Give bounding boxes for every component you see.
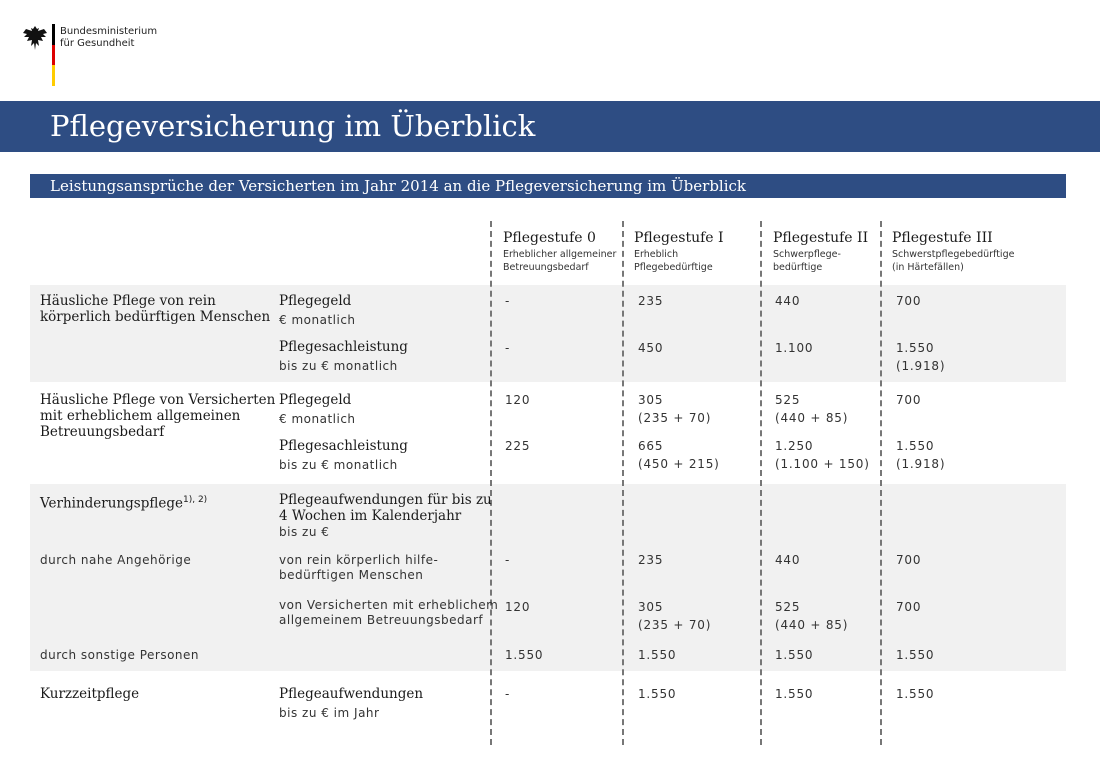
cell-value: 120 xyxy=(505,393,531,407)
footnote-marker: 1), 2) xyxy=(182,495,208,505)
cell-value: 1.100 xyxy=(775,341,814,355)
cell-value: - xyxy=(505,341,511,355)
column-separator xyxy=(880,221,882,745)
row-label-pflegegeld: Pflegegeld xyxy=(279,392,352,408)
cell-value: 525 xyxy=(775,393,801,407)
federal-eagle-icon xyxy=(22,24,48,52)
cell-value: 1.550 xyxy=(775,687,814,701)
cell-value: 450 xyxy=(638,341,664,355)
row-label-haeusliche-koerperlich-l2: körperlich bedürftigen Menschen xyxy=(40,309,271,325)
row-unit: bis zu € monatlich xyxy=(279,458,398,472)
column-sub-stufe-1-l1: Erheblich xyxy=(634,249,679,260)
cell-value: 1.550 xyxy=(896,648,935,662)
column-header-stufe-1: Pflegestufe I xyxy=(634,230,724,246)
column-sub-stufe-1-l2: Pflegebedürftige xyxy=(634,262,713,273)
row-label-pflegesachleistung: Pflegesachleistung xyxy=(279,339,408,355)
cell-value: 440 xyxy=(775,553,801,567)
row-unit: bis zu € im Jahr xyxy=(279,706,380,720)
cell-value: 1.550 xyxy=(896,439,935,453)
ministry-name-line2: für Gesundheit xyxy=(60,38,135,49)
row-unit: € monatlich xyxy=(279,313,356,327)
column-sub-stufe-3-l2: (in Härtefällen) xyxy=(892,262,964,273)
table-subtitle: Leistungsansprüche der Versicherten im Jahr 2014 an die Pflegeversicherung im Überblick xyxy=(50,177,747,195)
row-desc-betreuung-l2: allgemeinem Betreuungsbedarf xyxy=(279,613,484,627)
cell-value: 700 xyxy=(896,553,922,567)
verhinderungspflege-text: Verhinderungspflege xyxy=(40,495,183,512)
row-label-kurzzeitpflege: Kurzzeitpflege xyxy=(40,686,140,702)
row-desc-verhinderung-l2: 4 Wochen im Kalenderjahr xyxy=(279,508,462,524)
row-label-haeusliche-betreuung-l3: Betreuungsbedarf xyxy=(40,424,165,440)
german-flag-stripe xyxy=(52,24,55,86)
cell-value: 1.250 xyxy=(775,439,814,453)
row-desc-kurzzeit: Pflegeaufwendungen xyxy=(279,686,424,702)
cell-value: - xyxy=(505,553,511,567)
band-verhinderungspflege xyxy=(30,484,1066,671)
cell-value-extra: (440 + 85) xyxy=(775,411,849,425)
row-label-haeusliche-betreuung-l1: Häusliche Pflege von Versicherten xyxy=(40,392,276,408)
cell-value: 225 xyxy=(505,439,531,453)
column-sub-stufe-0-l1: Erheblicher allgemeiner xyxy=(503,249,617,260)
cell-value: 665 xyxy=(638,439,664,453)
column-separator xyxy=(490,221,492,745)
cell-value-extra: (1.918) xyxy=(896,359,946,373)
row-desc-koerperlich-l1: von rein körperlich hilfe- xyxy=(279,553,439,567)
row-desc-koerperlich-l2: bedürftigen Menschen xyxy=(279,568,424,582)
cell-value: 1.550 xyxy=(505,648,544,662)
row-unit: € monatlich xyxy=(279,412,356,426)
cell-value: 120 xyxy=(505,600,531,614)
cell-value-extra: (235 + 70) xyxy=(638,411,712,425)
cell-value-extra: (440 + 85) xyxy=(775,618,849,632)
column-sub-stufe-0-l2: Betreuungsbedarf xyxy=(503,262,589,273)
cell-value-extra: (1.100 + 150) xyxy=(775,457,870,471)
row-label-haeusliche-betreuung-l2: mit erheblichem allgemeinen xyxy=(40,408,241,424)
column-header-stufe-2: Pflegestufe II xyxy=(773,230,869,246)
cell-value: 305 xyxy=(638,600,664,614)
ministry-name-line1: Bundesministerium xyxy=(60,26,158,37)
cell-value: 525 xyxy=(775,600,801,614)
row-desc-verhinderung-l1: Pflegeaufwendungen für bis zu xyxy=(279,492,492,508)
page-title: Pflegeversicherung im Überblick xyxy=(50,109,536,143)
cell-value: 235 xyxy=(638,553,664,567)
cell-value: 700 xyxy=(896,294,922,308)
column-sub-stufe-2-l1: Schwerpflege- xyxy=(773,249,841,260)
row-label-verhinderungspflege xyxy=(40,492,207,512)
cell-value-extra: (1.918) xyxy=(896,457,946,471)
column-sub-stufe-2-l2: bedürftige xyxy=(773,262,823,273)
cell-value: 1.550 xyxy=(638,687,677,701)
cell-value: 440 xyxy=(775,294,801,308)
cell-value: 235 xyxy=(638,294,664,308)
row-label-sonstige-personen: durch sonstige Personen xyxy=(40,648,200,662)
cell-value: - xyxy=(505,687,511,701)
column-separator xyxy=(760,221,762,745)
row-label-haeusliche-koerperlich-l1: Häusliche Pflege von rein xyxy=(40,293,216,309)
cell-value-extra: (235 + 70) xyxy=(638,618,712,632)
cell-value: 700 xyxy=(896,393,922,407)
row-unit: bis zu € monatlich xyxy=(279,359,398,373)
cell-value-extra: (450 + 215) xyxy=(638,457,720,471)
cell-value: 700 xyxy=(896,600,922,614)
column-header-stufe-3: Pflegestufe III xyxy=(892,230,993,246)
row-label-nahe-angehoerige: durch nahe Angehörige xyxy=(40,553,192,567)
cell-value: 1.550 xyxy=(638,648,677,662)
column-header-stufe-0: Pflegestufe 0 xyxy=(503,230,596,246)
row-label-pflegesachleistung: Pflegesachleistung xyxy=(279,438,408,454)
cell-value: 1.550 xyxy=(896,687,935,701)
row-desc-betreuung-l1: von Versicherten mit erheblichem xyxy=(279,598,499,612)
row-unit: bis zu € xyxy=(279,525,330,539)
ministry-logo xyxy=(22,24,162,90)
cell-value: - xyxy=(505,294,511,308)
cell-value: 1.550 xyxy=(896,341,935,355)
row-label-pflegegeld: Pflegegeld xyxy=(279,293,352,309)
column-separator xyxy=(622,221,624,745)
ministry-name xyxy=(60,26,157,50)
cell-value: 1.550 xyxy=(775,648,814,662)
column-sub-stufe-3-l1: Schwerstpflegebedürftige xyxy=(892,249,1015,260)
cell-value: 305 xyxy=(638,393,664,407)
